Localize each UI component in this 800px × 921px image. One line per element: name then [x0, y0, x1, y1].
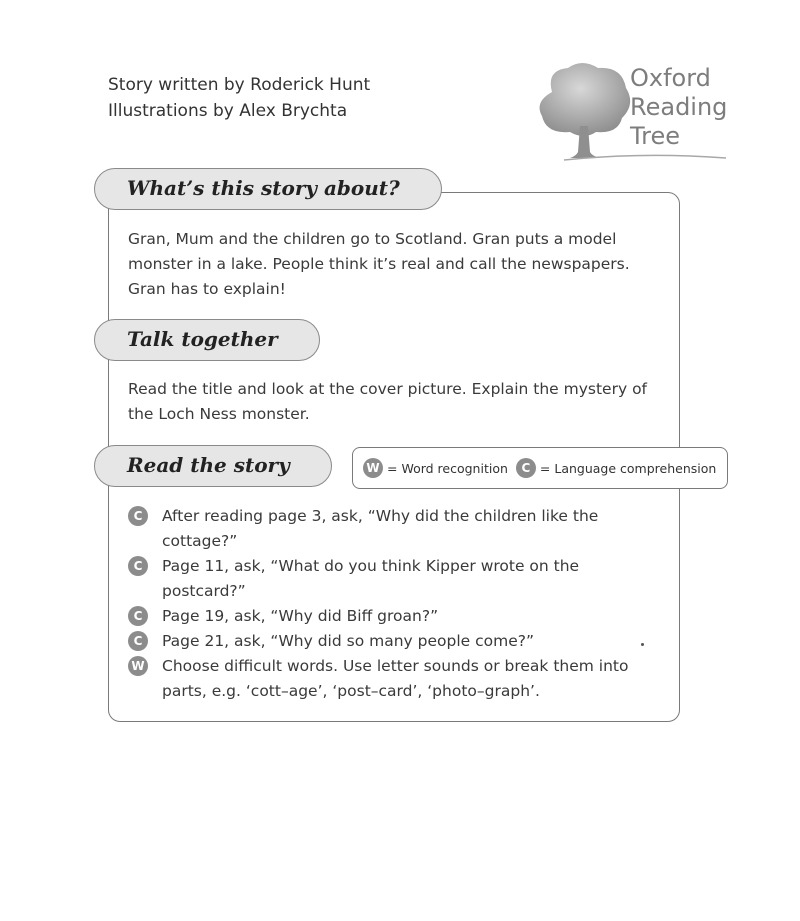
list-item-text: After reading page 3, ask, “Why did the children like the cottage?”	[162, 507, 599, 550]
logo-line-1: Oxford	[630, 64, 711, 92]
list-item-text: Page 11, ask, “What do you think Kipper wrote on the postcard?”	[162, 557, 580, 600]
talk-together-text: Read the title and look at the cover picture. Explain the mystery of the Loch Ness monster.	[128, 380, 648, 423]
language-comprehension-badge-icon: C	[516, 458, 536, 478]
list-item-text: Page 19, ask, “Why did Biff groan?”	[162, 607, 439, 625]
word-recognition-label: = Word recognition	[387, 460, 508, 476]
oxford-reading-tree-logo	[532, 62, 732, 172]
word-recognition-badge-icon: W	[128, 656, 148, 676]
list-item-text: Choose difficult words. Use letter sounds or break them into parts, e.g. ‘cott–age’, ‘post–card’, ‘photo–graph’.	[162, 657, 629, 700]
section-heading-talk: Talk together	[94, 319, 320, 361]
logo-wordmark	[630, 64, 727, 151]
logo-line-3: Tree	[630, 122, 681, 150]
story-summary: Gran, Mum and the children go to Scotland. Gran puts a model monster in a lake. People think it’s real and call the newspapers. Gran has to explain!	[128, 230, 630, 298]
section-heading-about: What’s this story about?	[94, 168, 442, 210]
logo-line-2: Reading	[630, 93, 728, 121]
word-recognition-badge-icon: W	[363, 458, 383, 478]
language-comprehension-label: = Language comprehension	[539, 460, 717, 476]
illustrator-credit: Illustrations by Alex Brychta	[108, 101, 348, 121]
comprehension-badge-icon: C	[128, 506, 148, 526]
list-item	[128, 604, 668, 629]
list-item	[128, 654, 668, 704]
comprehension-badge-icon: C	[128, 606, 148, 626]
reading-prompts-list	[128, 504, 668, 704]
list-item	[128, 629, 668, 654]
print-speck	[641, 643, 644, 646]
section-heading-read: Read the story	[94, 445, 332, 487]
credits	[108, 72, 370, 124]
list-item	[128, 504, 668, 554]
comprehension-badge-icon: C	[128, 556, 148, 576]
list-item-text: Page 21, ask, “Why did so many people come?”	[162, 632, 534, 650]
badge-legend	[352, 447, 728, 489]
comprehension-badge-icon: C	[128, 631, 148, 651]
author-credit: Story written by Roderick Hunt	[108, 75, 371, 95]
list-item	[128, 554, 668, 604]
